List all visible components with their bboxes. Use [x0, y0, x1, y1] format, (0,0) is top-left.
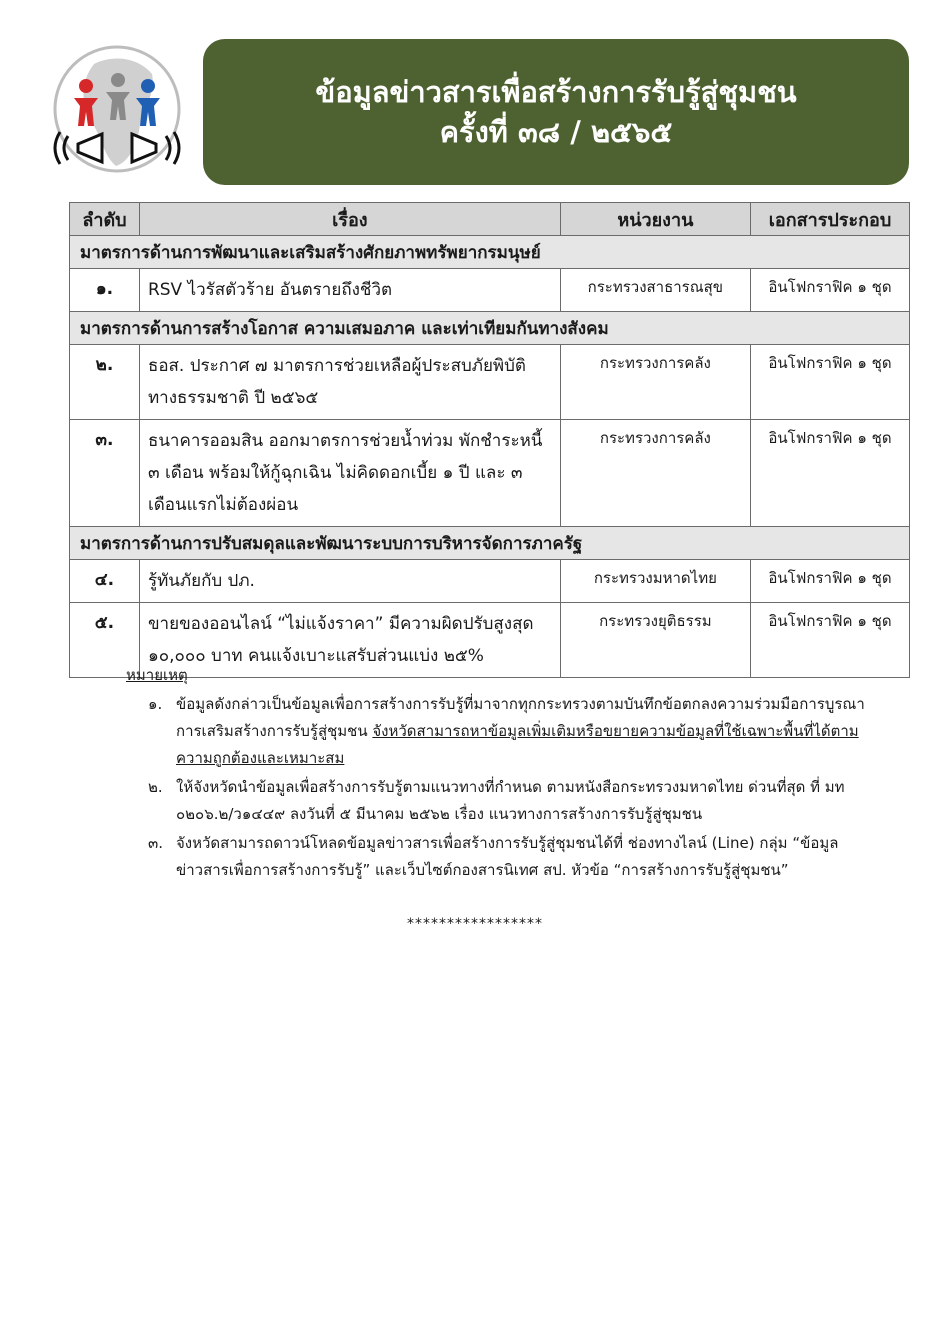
row-document: อินโฟกราฟิค ๑ ชุด	[751, 269, 910, 312]
col-header-number: ลำดับ	[70, 203, 140, 236]
note-number: ๒.	[148, 778, 163, 796]
notes-section	[126, 662, 876, 884]
note-item	[126, 774, 876, 828]
row-document: อินโฟกราฟิค ๑ ชุด	[751, 420, 910, 527]
title-banner	[203, 39, 909, 185]
note-number: ๓.	[148, 834, 164, 852]
note-body: ให้จังหวัดนำข้อมูลเพื่อสร้างการรับรู้ตามแนวทางที่กำหนด ตามหนังสือกระทรวงมหาดไทย ด่วนที่สุด ที่ มท ๐๒๐๖.๒/ว๑๔๔๙ ลงวันที่ ๕ มีนาคม ๒๕๖๒ เรื่อง แนวทางการสร้างการรับรู้สู่ชุมชน	[176, 778, 845, 823]
section-title: มาตรการด้านการปรับสมดุลและพัฒนาระบบการบริหารจัดการภาครัฐ	[70, 527, 910, 560]
page-title: ข้อมูลข่าวสารเพื่อสร้างการรับรู้สู่ชุมชน	[315, 75, 797, 109]
notes-heading: หมายเหตุ	[126, 666, 188, 684]
row-agency: กระทรวงสาธารณสุข	[560, 269, 750, 312]
table-row	[70, 345, 910, 420]
section-row	[70, 312, 910, 345]
row-number: ๔.	[70, 560, 140, 603]
row-document: อินโฟกราฟิค ๑ ชุด	[751, 345, 910, 420]
logo	[44, 44, 190, 174]
section-title: มาตรการด้านการพัฒนาและเสริมสร้างศักยภาพทรัพยากรมนุษย์	[70, 236, 910, 269]
table-row	[70, 560, 910, 603]
note-body: ข้อมูลดังกล่าวเป็นข้อมูลเพื่อการสร้างการรับรู้ที่มาจากทุกกระทรวงตามบันทึกข้อตกลงความร่วมมือการบูรณาการเสริมสร้างการรับรู้สู่ชุมชน	[176, 695, 865, 740]
col-header-agency: หน่วยงาน	[560, 203, 750, 236]
note-text	[170, 691, 876, 772]
row-document: อินโฟกราฟิค ๑ ชุด	[751, 560, 910, 603]
note-item	[126, 691, 876, 772]
col-header-document: เอกสารประกอบ	[751, 203, 910, 236]
section-row	[70, 236, 910, 269]
news-table	[69, 202, 910, 678]
row-agency: กระทรวงยุติธรรม	[560, 603, 750, 678]
end-marker: *****************	[407, 916, 543, 932]
row-agency: กระทรวงการคลัง	[560, 420, 750, 527]
note-body: จังหวัดสามารถดาวน์โหลดข้อมูลข่าวสารเพื่อสร้างการรับรู้สู่ชุมชนได้ที่ ช่องทางไลน์ (Line) กลุ่ม “ข้อมูลข่าวสารเพื่อการสร้างการรับรู้” และเว็บไซต์กองสารนิเทศ สป. หัวข้อ “การสร้างการรับรู้สู่ชุมชน”	[176, 834, 839, 879]
row-number: ๑.	[70, 269, 140, 312]
table-row	[70, 420, 910, 527]
note-underlined-text: จังหวัดสามารถหาข้อมูลเพิ่มเติมหรือขยายความข้อมูลที่ใช้เฉพาะพื้นที่ได้ตามความถูกต้องและเหมาะสม	[176, 722, 859, 767]
row-number: ๕.	[70, 603, 140, 678]
table-row	[70, 269, 910, 312]
row-document: อินโฟกราฟิค ๑ ชุด	[751, 603, 910, 678]
row-topic: ขายของออนไลน์ “ไม่แจ้งราคา” มีความผิดปรับสูงสุด ๑๐,๐๐๐ บาท คนแจ้งเบาะแสรับส่วนแบ่ง ๒๕%	[139, 603, 560, 678]
row-number: ๒.	[70, 345, 140, 420]
note-number: ๑.	[148, 695, 163, 713]
row-topic: RSV ไวรัสตัวร้าย อันตรายถึงชีวิต	[139, 269, 560, 312]
row-agency: กระทรวงมหาดไทย	[560, 560, 750, 603]
col-header-topic: เรื่อง	[139, 203, 560, 236]
row-topic: ธนาคารออมสิน ออกมาตรการช่วยน้ำท่วม พักชำระหนี้ ๓ เดือน พร้อมให้กู้ฉุกเฉิน ไม่คิดดอกเบี้ย ๑ ปี และ ๓ เดือนแรกไม่ต้องผ่อน	[139, 420, 560, 527]
section-title: มาตรการด้านการสร้างโอกาส ความเสมอภาค และเท่าเทียมกันทางสังคม	[70, 312, 910, 345]
table-header-row	[70, 203, 910, 236]
row-topic: ธอส. ประกาศ ๗ มาตรการช่วยเหลือผู้ประสบภัยพิบัติ ทางธรรมชาติ ปี ๒๕๖๕	[139, 345, 560, 420]
row-number: ๓.	[70, 420, 140, 527]
row-agency: กระทรวงการคลัง	[560, 345, 750, 420]
row-topic: รู้ทันภัยกับ ปภ.	[139, 560, 560, 603]
section-row	[70, 527, 910, 560]
note-item	[126, 830, 876, 884]
issue-number: ครั้งที่ ๓๘ / ๒๕๖๕	[439, 115, 673, 149]
